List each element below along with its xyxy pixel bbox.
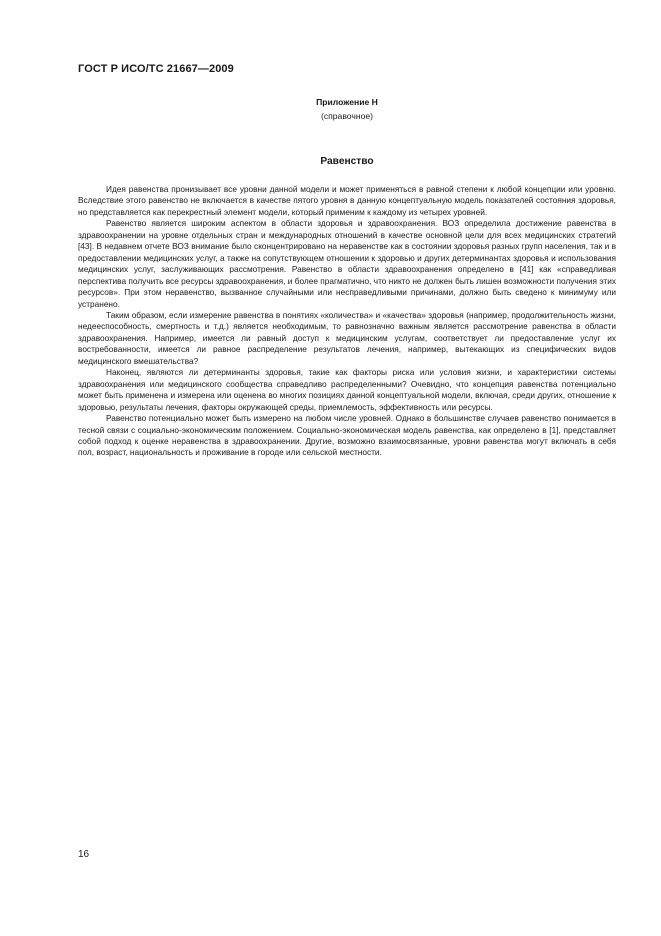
annex-title: Приложение Н bbox=[316, 97, 378, 107]
paragraph: Таким образом, если измерение равенства в понятиях «количества» и «качества» здоровья (например, продолжительность жизни, недееспособность, смертность и т.д.) является необходимым, то равнозначно важным является рассмотрение равенства в области здравоохранения. Например, имеется ли равный доступ к медицинским услугам, соответствует ли предоставление услуг их востребованности, имеется ли равное распределение результатов лечения, например, вытекающих из специфических видов медицинского вмешательства? bbox=[78, 309, 616, 366]
document-header: ГОСТ Р ИСО/ТС 21667—2009 bbox=[78, 63, 234, 75]
annex-heading bbox=[0, 95, 661, 123]
section-title: Равенство bbox=[320, 156, 374, 167]
page-number: 16 bbox=[78, 849, 90, 860]
annex-subtitle: (справочное) bbox=[320, 111, 374, 121]
paragraph: Равенство потенциально может быть измерено на любом числе уровней. Однако в большинстве случаев равенство понимается в тесной связи с социально-экономическим положением. Социально-экономическая модель равенства, как определено в [1], представляет собой подход к оценке неравенства в здравоохранении. Другие, возможно взаимосвязанные, уровни равенства могут включать в себя пол, возраст, национальность и проживание в городе или сельской местности. bbox=[78, 413, 616, 458]
paragraph: Равенство является широким аспектом в области здоровья и здравоохранения. ВОЗ определила достижение равенства в здравоохранении на уровне отдельных стран и международных отношений в качестве основной цели для всех медицинских стратегий [43]. В недавнем отчете ВОЗ внимание было сконцентрировано на неравенстве как в состоянии здоровья разных групп населения, так и в предоставлении медицинских услуг, а также на сопутствующем отношении к здоровью и других детерминантах здоровья и использования медицинских услуг, заслуживающих рассмотрения. Равенство в области здравоохранения определено в [41] как «справедливая перспектива получить все ресурсы здравоохранения, и более прагматично, что никто не должен быть лишен возможности получения этих ресурсов». При этом неравенство, вызванное случайными или несправедливыми причинами, должно быть сведено к минимуму или устранено. bbox=[78, 218, 616, 309]
paragraph: Идея равенства пронизывает все уровни данной модели и может применяться в равной степени к любой концепции или уровню. Вследствие этого равенство не включается в качестве пятого уровня в данную концептуальную модель показателей состояния здоровья, но представляется как перекрестный элемент модели, который применим к каждому из четырех уровней. bbox=[78, 184, 616, 217]
body-text bbox=[78, 184, 616, 459]
paragraph: Наконец, являются ли детерминанты здоровья, такие как факторы риска или условия жизни, и характеристики системы здравоохранения или медицинского сообщества справедливо распределенными? Очевидно, что концепция равенства потенциально может быть применена и измерена или оценена во многих позициях данной концептуальной модели, включая, среди других, отношение к здоровью, результаты лечения, факторы окружающей среды, приемлемость, эффективность или ресурсы. bbox=[78, 367, 616, 412]
